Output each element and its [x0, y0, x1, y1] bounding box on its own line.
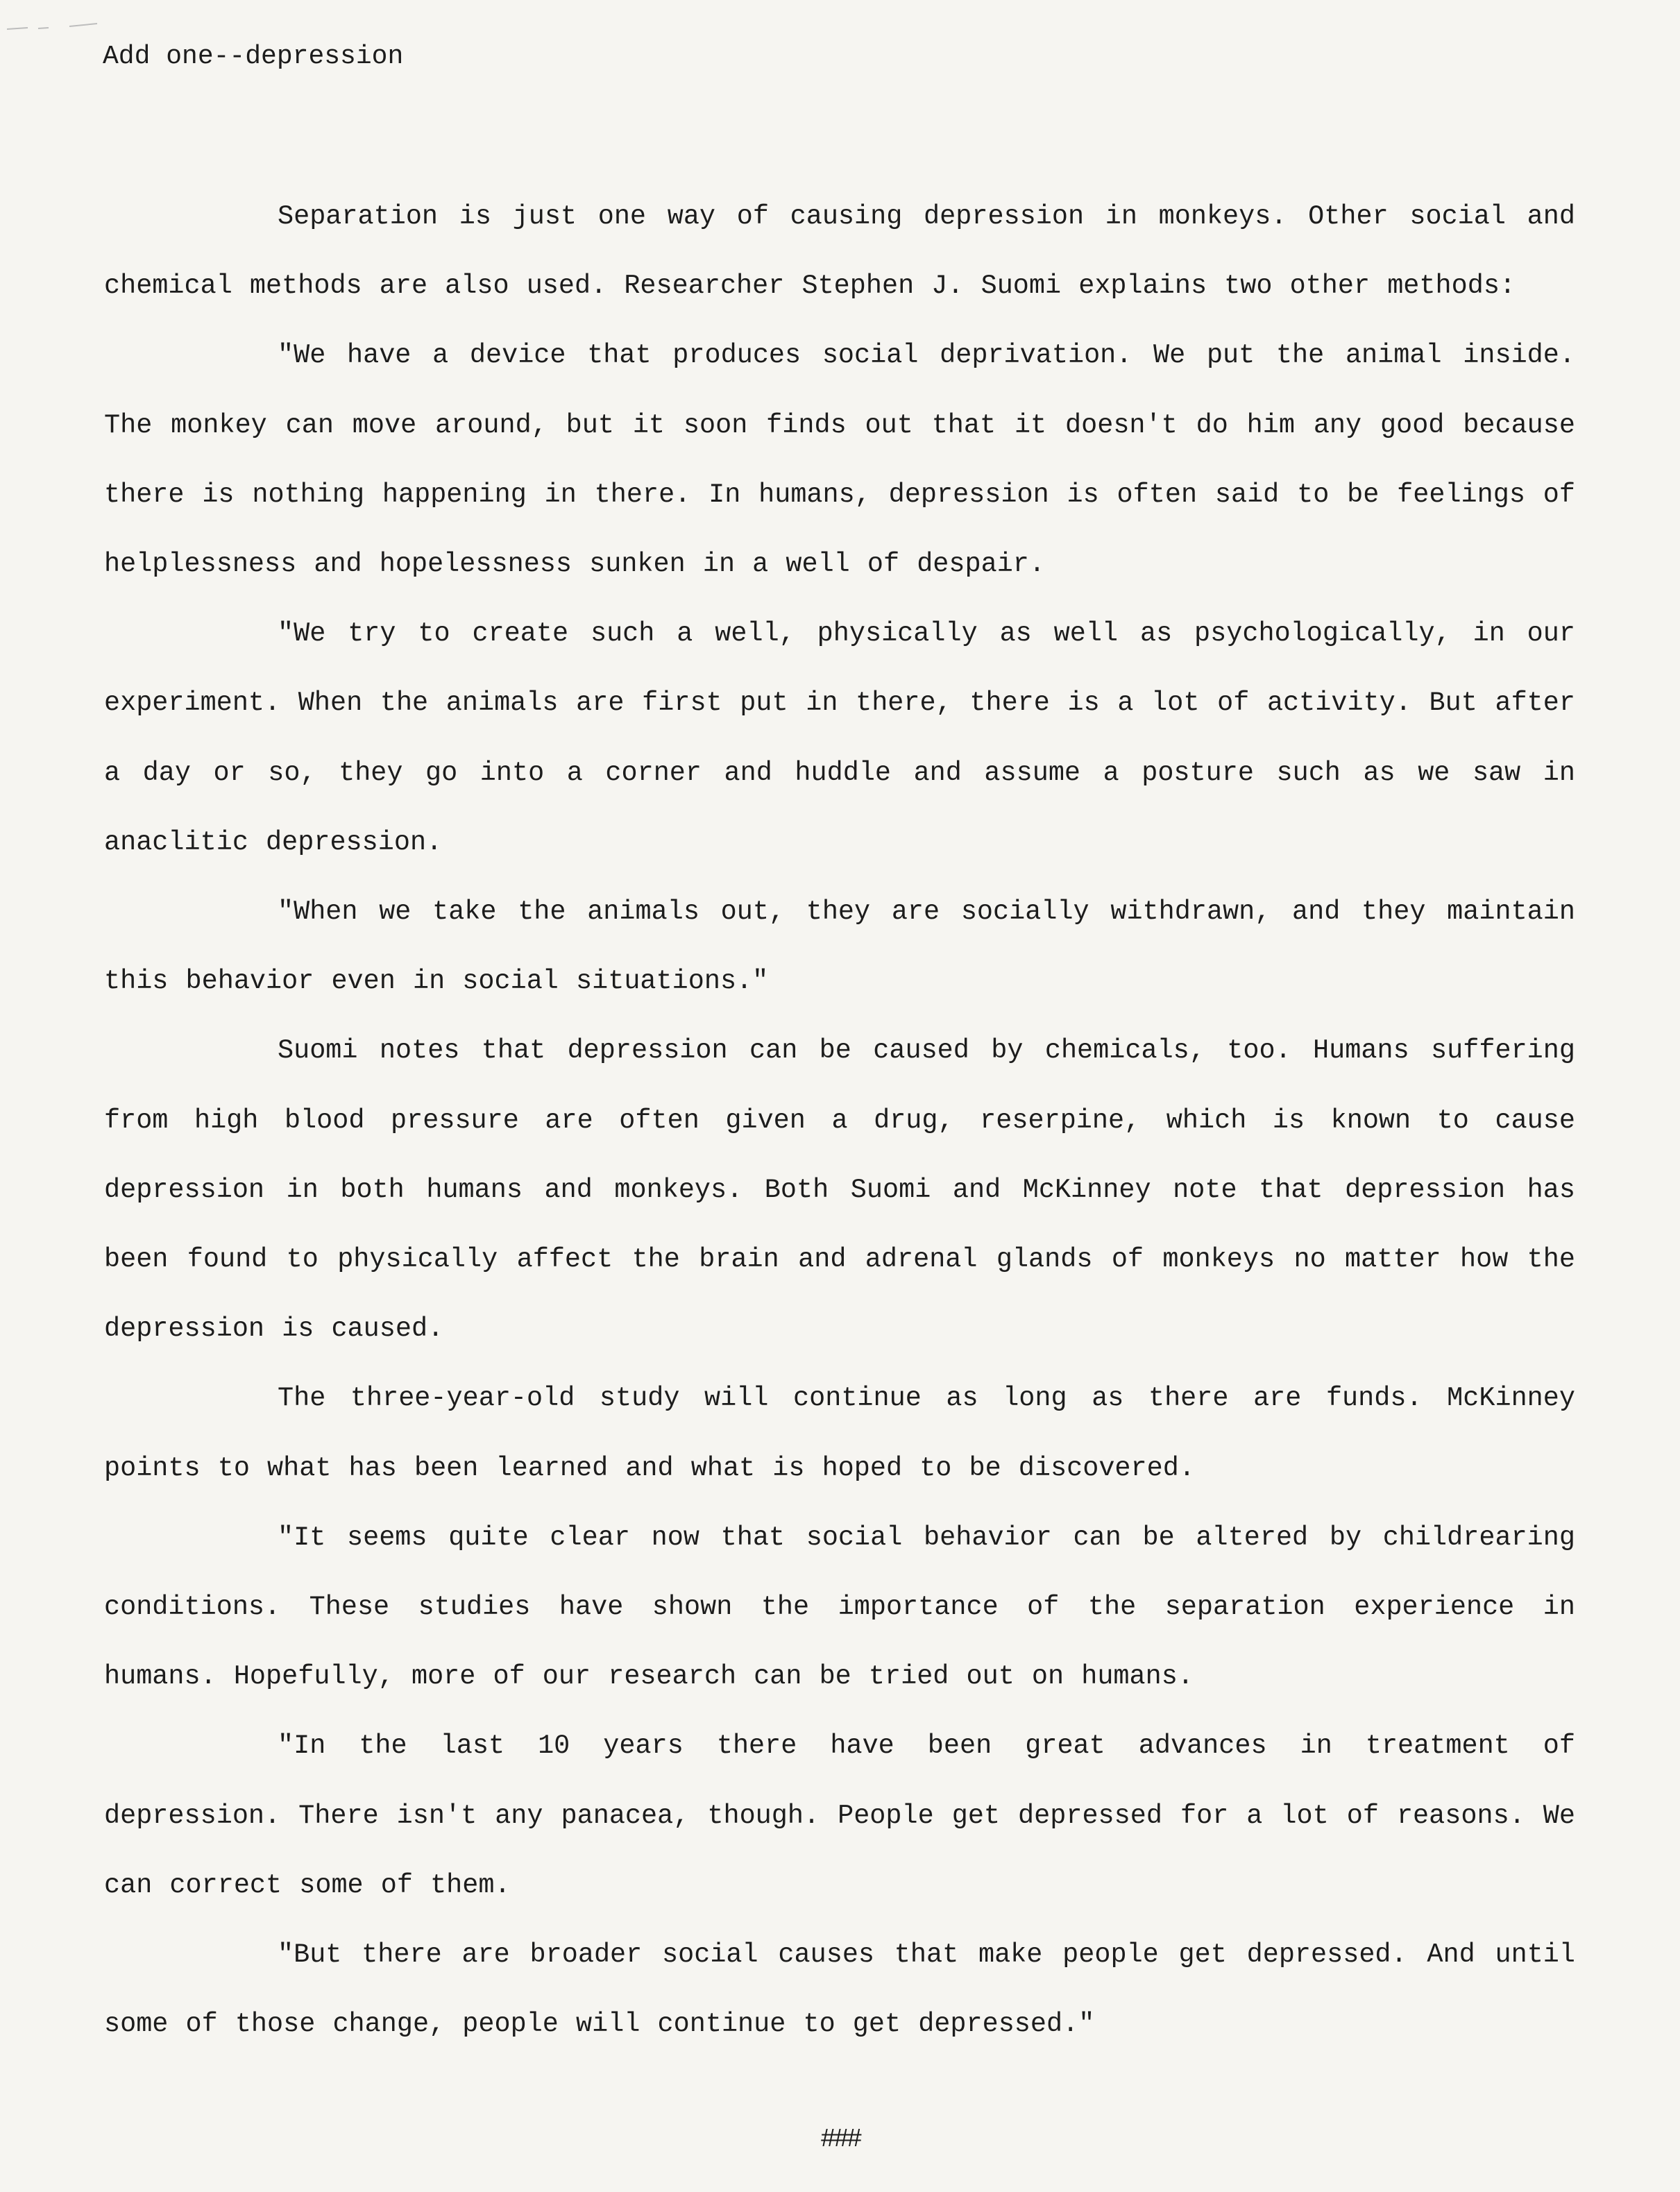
paragraph-chemical-causes: Suomi notes that depression can be caused by chemicals, too. Humans suffering from high blood pressure are often given a drug, reserpine, which is known to cause depression in both humans and monkeys. Both Suomi and McKinney note that depression has been found to physically affect the brain and adrenal glands of monkeys no matter how the depression is caused.: [104, 1035, 1575, 1345]
paragraph-study-funding: The three-year-old study will continue as long as there are funds. McKinney points to what has been learned and what is hoped to be discovered.: [104, 1383, 1575, 1484]
paragraph-well-experiment: "We try to create such a well, physically as well as psychologically, in our experiment. When the animals are first put in there, there is a lot of activity. But after a day or so, they go into a corner and huddle and assume a posture such as we saw in anaclitic depression.: [104, 618, 1575, 858]
paragraph-treatment-advances: "In the last 10 years there have been great advances in treatment of depression. There isn't any panacea, though. People get depressed for a lot of reasons. We can correct some of them.: [104, 1731, 1575, 1901]
paragraph-withdrawn-behavior: "When we take the animals out, they are socially withdrawn, and they maintain this behavior even in social situations.": [104, 897, 1575, 997]
article-body: [104, 182, 1575, 2059]
end-mark: ###: [820, 2125, 860, 2155]
paragraph-social-deprivation-device: "We have a device that produces social deprivation. We put the animal inside. The monkey can move around, but it soon finds out that it doesn't do him any good because there is nothing happening in there. In humans, depression is often said to be feelings of helplessness and hopelessness sunken in a well of despair.: [104, 340, 1575, 580]
paragraph-separation-intro: Separation is just one way of causing depression in monkeys. Other social and chemical methods are also used. Researcher Stephen J. Suomi explains two other methods:: [104, 201, 1575, 302]
page-header: Add one--depression: [103, 42, 404, 71]
paragraph-broader-social-causes: "But there are broader social causes that make people get depressed. And until some of those change, people will continue to get depressed.": [104, 1939, 1575, 2040]
paragraph-childrearing-conditions: "It seems quite clear now that social behavior can be altered by childrearing conditions. These studies have shown the importance of the separation experience in humans. Hopefully, more of our research can be tried out on humans.: [104, 1522, 1575, 1692]
scan-artifact-mark: [0, 14, 104, 35]
